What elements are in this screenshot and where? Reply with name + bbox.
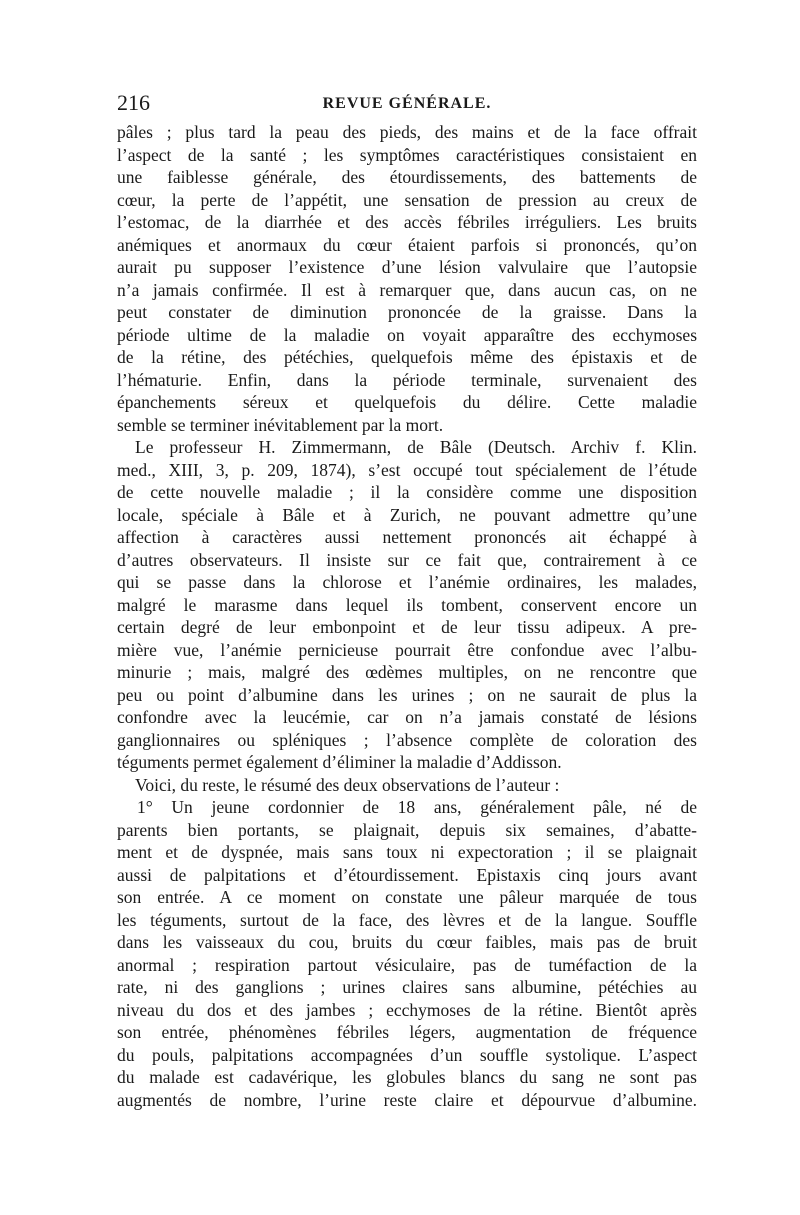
text-line: les téguments, surtout de la face, des lèvres et de la langue. Souffle (117, 909, 697, 930)
text-line: locale, spéciale à Bâle et à Zurich, ne pouvant admettre qu’une (117, 504, 697, 525)
text-line: anémiques et anormaux du cœur étaient parfois si prononcés, qu’on (117, 234, 697, 255)
text-line: ganglionnaires ou spléniques ; l’absence complète de coloration des (117, 729, 697, 750)
text-line: peu ou point d’albumine dans les urines ; on ne saurait de plus la (117, 684, 697, 705)
text-line: épanchements séreux et quelquefois du délire. Cette maladie (117, 392, 697, 412)
text-line: affection à caractères aussi nettement prononcés ait échappé à (117, 527, 697, 547)
text-line: 1° Un jeune cordonnier de 18 ans, généralement pâle, né de (137, 797, 697, 817)
text-line: l’estomac, de la diarrhée et des accès fébriles irréguliers. Les bruits (117, 212, 697, 232)
text-line: malgré le marasme dans lequel ils tombent, conservent encore un (117, 594, 697, 615)
text-line: l’aspect de la santé ; les symptômes caractéristiques consistaient en (117, 144, 697, 165)
text-line: mière vue, l’anémie pernicieuse pourrait être confondue avec l’albu- (117, 639, 697, 660)
text-line: cœur, la perte de l’appétit, une sensation de pression au creux de (117, 189, 697, 210)
text-line: une faiblesse générale, des étourdissements, des battements de (117, 167, 697, 187)
text-line: certain degré de leur embonpoint et de leur tissu adipeux. A pre- (117, 617, 697, 637)
text-line: d’autres observateurs. Il insiste sur ce fait que, contrairement à ce (117, 549, 697, 570)
text-line: téguments permet également d’éliminer la maladie d’Addisson. (117, 752, 562, 772)
text-line: de cette nouvelle maladie ; il la considère comme une disposition (117, 482, 697, 502)
text-line: minurie ; mais, malgré des œdèmes multiples, on ne rencontre que (117, 662, 697, 682)
text-line: niveau du dos et des jambes ; ecchymoses de la rétine. Bientôt après (117, 999, 697, 1020)
text-line: parents bien portants, se plaignait, depuis six semaines, d’abatte- (117, 819, 697, 840)
text-line: aussi de palpitations et d’étourdissement. Epistaxis cinq jours avant (117, 864, 697, 885)
page-header (117, 88, 697, 118)
text-line: ment et de dyspnée, mais sans toux ni expectoration ; il se plaignait (117, 842, 697, 862)
text-line: qui se passe dans la chlorose et l’anémie ordinaires, les malades, (117, 572, 697, 592)
text-line: dans les vaisseaux du cou, bruits du cœur faibles, mais pas de bruit (117, 932, 697, 952)
text-line: augmentés de nombre, l’urine reste claire et dépourvue d’albumine. (117, 1089, 697, 1110)
text-line: n’a jamais confirmée. Il est à remarquer que, dans aucun cas, on ne (117, 279, 697, 300)
body-text (117, 121, 697, 1111)
running-head: REVUE GÉNÉRALE. (322, 95, 492, 112)
text-line: peut constater de diminution prononcée de la graisse. Dans la (117, 302, 697, 322)
text-line: Le professeur H. Zimmermann, de Bâle (Deutsch. Archiv f. Klin. (135, 437, 697, 457)
page-number: 216 (117, 90, 150, 115)
text-line: son entrée, phénomènes fébriles légers, augmentation de fréquence (117, 1022, 697, 1042)
text-line: l’hématurie. Enfin, dans la période terminale, survenaient des (117, 369, 697, 390)
text-line: période ultime de la maladie on voyait apparaître des ecchymoses (117, 324, 697, 345)
text-line: rate, ni des ganglions ; urines claires sans albumine, pétéchies au (117, 977, 697, 997)
text-line: du pouls, palpitations accompagnées d’un souffle systolique. L’aspect (117, 1044, 697, 1065)
text-line: semble se terminer inévitablement par la mort. (117, 414, 444, 435)
text-line: de la rétine, des pétéchies, quelquefois même des épistaxis et de (117, 347, 697, 367)
text-line: med., XIII, 3, p. 209, 1874), s’est occupé tout spécialement de l’étude (117, 459, 697, 480)
text-line: Voici, du reste, le résumé des deux observations de l’auteur : (135, 774, 560, 795)
text-line: pâles ; plus tard la peau des pieds, des mains et de la face offrait (117, 122, 697, 142)
text-line: aurait pu supposer l’existence d’une lésion valvulaire que l’autopsie (117, 257, 697, 277)
text-line: son entrée. A ce moment on constate une pâleur marquée de tous (117, 887, 697, 907)
text-line: confondre avec la leucémie, car on n’a jamais constaté de lésions (117, 707, 697, 727)
text-line: anormal ; respiration partout vésiculaire, pas de tuméfaction de la (117, 954, 697, 975)
text-line: du malade est cadavérique, les globules blancs du sang ne sont pas (117, 1067, 697, 1087)
